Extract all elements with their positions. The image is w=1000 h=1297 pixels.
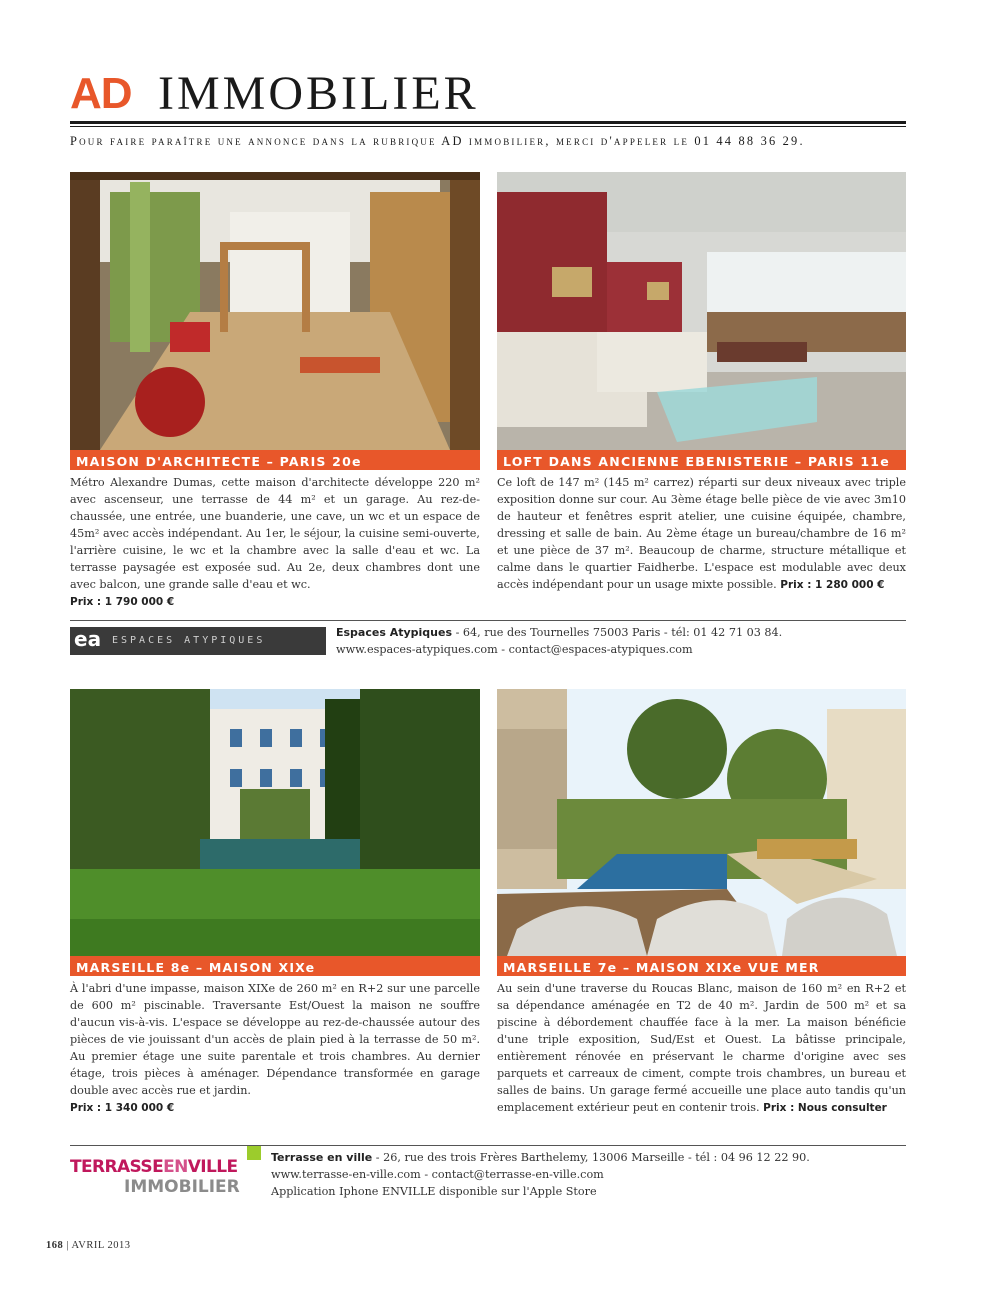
agency-web[interactable]: www.terrasse-en-ville.com - contact@terrasse-en-ville.com [271,1168,604,1181]
listing-price: Prix : 1 280 000 € [780,579,885,591]
agency-address: - 26, rue des trois Frères Barthelemy, 13006 Marseille - tél : 04 96 12 22 90. [372,1151,810,1164]
listing-description [497,474,906,594]
header-subtitle: Pour faire paraître une annonce dans la rubrique AD immobilier, merci d'appeler le 01 44 88 36 29. [70,134,805,148]
listing-description-text: Métro Alexandre Dumas, cette maison d'architecte développe 220 m² avec ascenseur, une terrasse de 44 m² et un garage. Au rez-de-chaussée, une entrée, une buanderie, une cave, un wc et un espace de 45m² avec accès indépendant. Au 1er, le séjour, la cuisine semi-ouverte, l'arrière cuisine, le wc et la chambre avec la salle d'eau et wc. La terrasse paysagée est exposée sud. Au 2e, deux chambres dont une avec balcon, une grande salle d'eau et wc. [70,476,480,591]
listing-photo-terrace [70,172,480,450]
logo-text: ESPACES ATYPIQUES [112,635,266,646]
listing-description [497,980,906,1117]
logo-ville: VILLE [187,1157,238,1177]
listing-description-text: Au sein d'une traverse du Roucas Blanc, maison de 160 m² en R+2 et sa dépendance aménagée en T2 de 40 m². Jardin de 500 m² et sa piscine à débordement chauffée face à la mer. La maison bénéficie d'une triple exposition, Sud/Est et Ouest. La bâtisse principale, entièrement rénovée en préservant le charme d'origine avec ses parquets et carreaux de ciment, compte trois chambres, un bureau et salles de bains. Un garage fermé accueille une place auto tandis qu'un emplacement extérieur peut en contenir trois. [497,982,906,1114]
divider [70,1145,906,1146]
listing-caption: LOFT DANS ANCIENNE EBENISTERIE – PARIS 11e [497,450,906,470]
listing-caption: MAISON D'ARCHITECTE – PARIS 20e [70,450,480,470]
espaces-atypiques-logo: ea ESPACES ATYPIQUES [70,627,326,655]
listing-caption: MARSEILLE 8e – MAISON XIXe [70,956,480,976]
listing-photo-marseille-8 [70,689,480,956]
listing-price: Prix : 1 340 000 € [70,1102,175,1114]
header-rule-thin [70,126,906,127]
logo-immobilier: IMMOBILIER [124,1177,240,1197]
page-title: IMMOBILIER [158,67,479,120]
agency-contact [336,626,782,639]
divider [70,620,906,621]
listing-photo-loft [497,172,906,450]
listing-description-text: Ce loft de 147 m² (145 m² carrez) réparti sur deux niveaux avec triple exposition donne sur cour. Au 3ème étage belle pièce de vie avec 3m10 de hauteur et fenêtres esprit atelier, une cuisine équipée, chambre, dressing et salle de bain. Au 2ème étage un bureau/chambre de 16 m² et une pièce de 37 m². Beaucoup de charme, structure métallique et calme dans le quartier Faidherbe. L'espace est modulable avec deux accès indépendant pour un usage mixte possible. [497,476,906,591]
terrasse-en-ville-logo [70,1159,238,1176]
listing-photo-marseille-7 [497,689,906,956]
agency-name: Terrasse en ville [271,1151,373,1164]
page-number: 168 [46,1240,64,1251]
issue-date: AVRIL 2013 [71,1240,131,1251]
brand-logo: AD [70,69,132,118]
agency-address: - 64, rue des Tournelles 75003 Paris - tél: 01 42 71 03 84. [452,626,783,639]
listing-price: Prix : 1 790 000 € [70,596,175,608]
listing-price: Prix : Nous consulter [763,1102,887,1114]
logo-en: EN [163,1157,188,1177]
agency-name: Espaces Atypiques [336,626,453,639]
logo-terrasse: TERRASSE [70,1157,164,1177]
listing-description [70,980,480,1117]
agency-app: Application Iphone ENVILLE disponible sur l'Apple Store [271,1185,597,1198]
listing-description [70,474,480,611]
header-rule [70,121,906,124]
page-footer: 168 | AVRIL 2013 [46,1240,131,1251]
listing-caption: MARSEILLE 7e – MAISON XIXe VUE MER [497,956,906,976]
agency-web[interactable]: www.espaces-atypiques.com - contact@espaces-atypiques.com [336,643,693,656]
listing-description-text: À l'abri d'une impasse, maison XIXe de 260 m² en R+2 sur une parcelle de 600 m² piscinable. Traversante Est/Ouest la maison ne souffre d'aucun vis-à-vis. L'espace se développe au rez-de-chaussée autour des pièces de vie jouissant d'un accès de plain pied à la terrasse de 50 m². Au premier étage une suite parentale et trois chambres. Au dernier étage, trois pièces à aménager. Dépendance transformée en garage double avec accès rue et jardin. [70,982,480,1097]
green-square-icon [247,1146,261,1160]
agency-contact [271,1151,810,1164]
